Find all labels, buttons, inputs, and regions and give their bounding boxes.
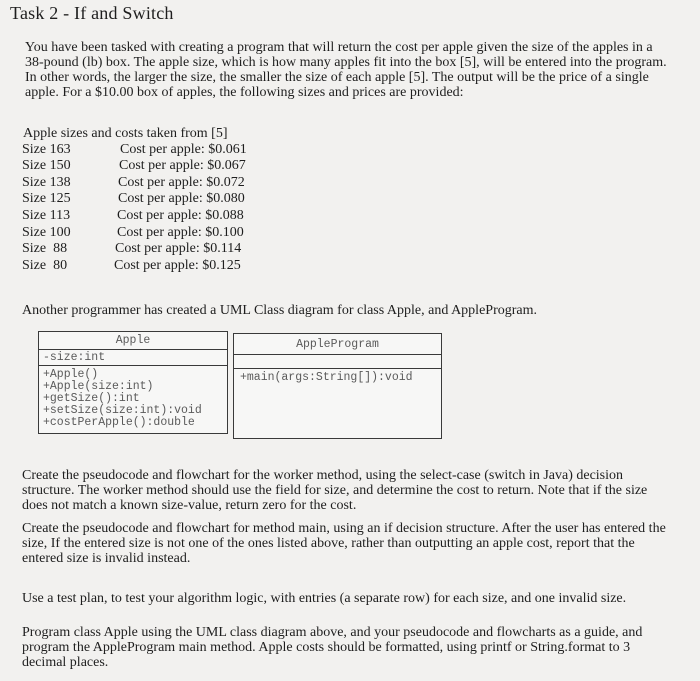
size-label: Size 100 <box>22 225 71 240</box>
size-label: Size 113 <box>22 208 71 223</box>
uml-class-name: Apple <box>39 332 227 350</box>
sizes-heading: Apple sizes and costs taken from [5] <box>23 126 228 141</box>
intro-paragraph: You have been tasked with creating a program that will return the cost per apple given the size of the apples in a 38-pound (lb) box. The apple size, which is how many apples fit into the box [5], will be entered into the program. In other words, the larger the size, the smaller the size of each apple [5]. The output will be the price of a single apple. For a $10.00 box of apples, the following sizes and prices are provided: <box>25 40 667 100</box>
uml-field-section <box>234 355 441 369</box>
size-row <box>22 258 322 274</box>
cost-label: Cost per apple: $0.114 <box>115 241 242 256</box>
cost-label: Cost per apple: $0.061 <box>120 142 247 157</box>
page-title: Task 2 - If and Switch <box>10 3 174 23</box>
uml-class-name: AppleProgram <box>234 334 441 355</box>
size-label: Size 125 <box>22 191 71 206</box>
uml-intro: Another programmer has created a UML Class diagram for class Apple, and AppleProgram. <box>22 303 537 318</box>
cost-label: Cost per apple: $0.125 <box>114 258 241 273</box>
main-method-paragraph: Create the pseudocode and flowchart for method main, using an if decision structure. After the user has entered the size, If the entered size is not one of the ones listed above, rather than outputting an apple cost, report that the entered size is invalid instead. <box>22 521 666 566</box>
size-row <box>22 158 322 174</box>
size-row <box>22 208 322 224</box>
uml-field: -size:int <box>39 350 227 366</box>
size-label: Size 150 <box>22 158 71 173</box>
test-plan-paragraph: Use a test plan, to test your algorithm logic, with entries (a separate row) for each size, and one invalid size. <box>22 591 627 606</box>
cost-label: Cost per apple: $0.067 <box>119 158 246 173</box>
uml-class-apple <box>38 331 228 434</box>
uml-methods <box>39 366 227 429</box>
uml-method: +main(args:String[]):void <box>240 371 413 384</box>
worker-method-paragraph: Create the pseudocode and flowchart for the worker method, using the select-case (switch in Java) decision structure. The worker method should use the field for size, and determine the cost to return. Note that if the size does not match a known size-value, return zero for the cost. <box>22 468 648 513</box>
size-label: Size 80 <box>22 258 68 273</box>
cost-label: Cost per apple: $0.072 <box>118 175 245 190</box>
uml-class-appleprogram <box>233 333 442 439</box>
uml-method: +Apple() <box>43 368 99 381</box>
size-row <box>22 191 322 207</box>
uml-method: +costPerApple():double <box>43 416 195 429</box>
uml-method: +getSize():int <box>43 392 140 405</box>
size-label: Size 138 <box>22 175 71 190</box>
size-row <box>22 142 322 158</box>
cost-label: Cost per apple: $0.100 <box>117 225 244 240</box>
size-label: Size 163 <box>22 142 71 157</box>
cost-label: Cost per apple: $0.088 <box>117 208 244 223</box>
size-label: Size 88 <box>22 241 68 256</box>
uml-method: +setSize(size:int):void <box>43 404 202 417</box>
size-row <box>22 175 322 191</box>
program-paragraph: Program class Apple using the UML class diagram above, and your pseudocode and flowcharts as a guide, and program the AppleProgram main method. Apple costs should be formatted, using printf or String.format to 3 decimal places. <box>22 625 643 670</box>
size-row <box>22 225 322 241</box>
size-row <box>22 241 322 257</box>
cost-label: Cost per apple: $0.080 <box>118 191 245 206</box>
uml-method: +Apple(size:int) <box>43 380 154 393</box>
